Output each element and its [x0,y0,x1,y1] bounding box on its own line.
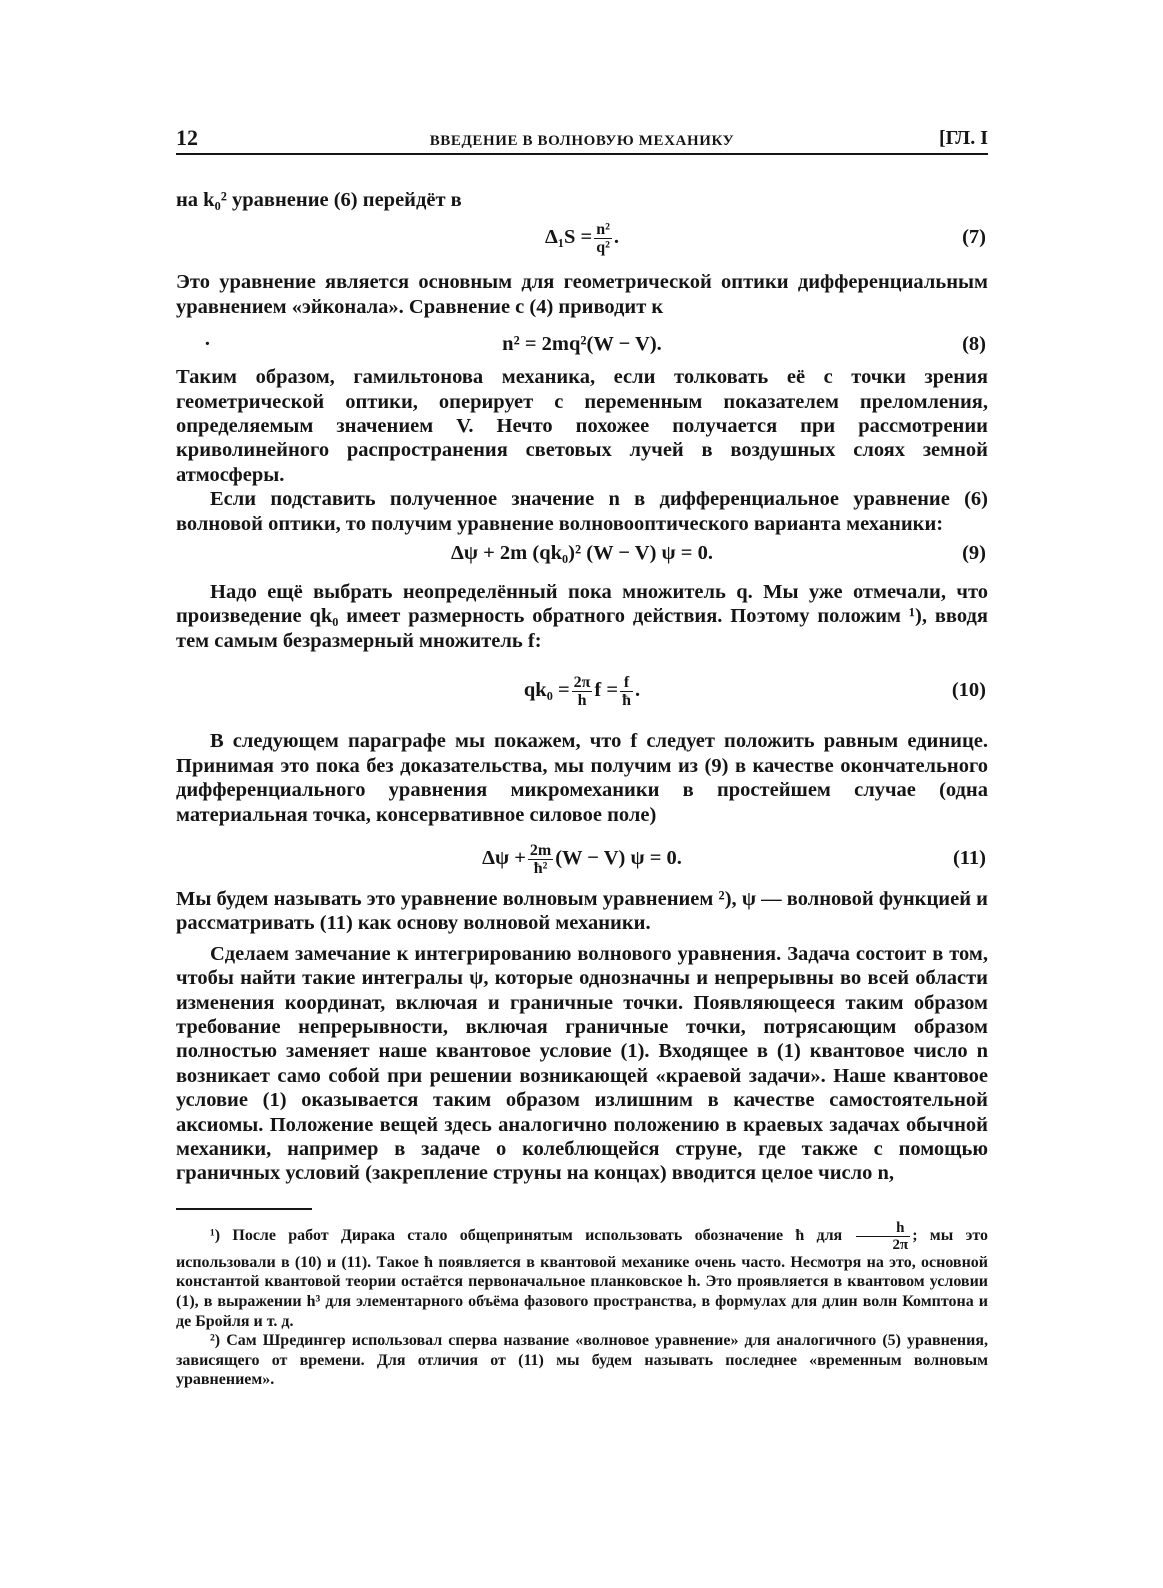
paragraph-hamiltonian: Таким образом, гамильтонова механика, если толковать её с точки зрения геометрической оптики, оперирует с переменным показателем преломления, определяемым значением V. Нечто похожее получается при рассмотрении криволинейного распространения световых лучей в воздушных слоях земной атмосферы. [176,366,988,486]
footnote-1-start: ¹) После работ Дирака стало общепринятым использовать обозначение ħ для [210,1226,843,1244]
equation-9-label: (9) [962,542,986,565]
equation-7-tail: . [613,226,620,249]
equation-8-label: (8) [962,333,986,356]
paragraph-integration: Сделаем замечание к интегрированию волнового уравнения. Задача состоит в том, чтобы найти такие интегралы ψ, которые однозначны и непрерывны во всей области изменения координат, включая и граничные точки. Появляющееся таким образом требование непрерывности, включая граничные точки, потрясающим образом полностью заменяет наше квантовое условие (1). Входящее в (1) квантовое число n возникает само собой при решении возникающей «краевой задачи». Наше квантовое условие (1) оказывается таким образом излишним в качестве самостоятельной аксиомы. Положение вещей здесь аналогично положению в краевых задачах обычной механики, например в задаче о колеблющейся струне, где также с помощью граничных условий (закрепление струны на концах) вводится целое число n, [176,942,988,1185]
header-rule [176,153,988,155]
equation-7 [176,216,988,258]
equation-10-fraction-1-numerator: 2π [573,674,591,692]
paragraph-substitution: Если подставить полученное значение n в дифференциальное уравнение (6) волновой оптики, то получим уравнение волновооптического варианта механики: [176,488,988,535]
paragraph-eikonal: Это уравнение является основным для геометрической оптики дифференциальным уравнением «эйконала». Сравнение с (4) приводит к [176,271,988,318]
chapter-marker: [ГЛ. I [938,127,988,149]
equation-10-tail: . [634,679,641,702]
equation-9-expr: Δψ + 2m (qk₀)² (W − V) ψ = 0. [451,542,713,565]
footnotes [176,1220,988,1390]
equation-10 [176,665,988,715]
equation-11-lhs: Δψ + [482,846,526,869]
running-header [176,126,988,154]
equation-8-expr: n² = 2mq²(W − V). [502,333,662,356]
equation-10-fraction-1-denominator: h [572,691,593,709]
equation-9 [176,538,988,568]
footnote-2: ²) Сам Шредингер использовал сперва название «волновое уравнение» для аналогичного (5) уравнения, зависящего от времени. Для отличия от (11) мы будем называть последнее «временным волновым уравнением». [176,1332,988,1389]
equation-11 [176,833,988,883]
equation-10-fraction-2-denominator: ħ [622,692,631,710]
equation-7-lhs: Δ₁S = [544,226,593,249]
equation-7-denominator: q² [596,239,610,257]
footnote-1-fraction [856,1220,910,1253]
running-title: ВВЕДЕНИЕ В ВОЛНОВУЮ МЕХАНИКУ [429,133,735,149]
equation-11-denominator: ħ² [528,859,553,877]
paragraph-intro: на k₀² уравнение (6) перейдёт в [176,189,462,211]
equation-10-fraction-1 [572,674,593,709]
equation-10-label: (10) [951,679,986,702]
footnote-rule [176,1208,312,1210]
footnote-1-tail: ; [912,1226,918,1244]
equation-10-fraction-2 [620,674,633,709]
page-number: 12 [176,125,198,150]
equation-11-fraction [528,842,553,877]
equation-10-fraction-2-numerator: f [623,674,630,692]
equation-11-numerator: 2m [529,841,552,859]
footnote-1 [176,1220,988,1331]
footnote-1-rest: мы это использовали в (10) и (11). Такое ħ появляется в квантовой механике очень часто. Несмотря на это, основной константой квантовой теории остаётся первоначальное планковское h. Это проявляется в квантовом условии (1), в выражении h³ для элементарного объёма фазового пространства, в формулах для длин волн Комптона и де Бройля и т. д. [176,1226,989,1330]
paragraph-factor-q: Надо ещё выбрать неопределённый пока множитель q. Мы уже отмечали, что произведение qk₀ имеет размерность обратного действия. Поэтому положим ¹), вводя тем самым безразмерный множитель f: [176,581,988,652]
book-page [176,126,988,1390]
stray-dot: · [204,333,211,356]
equation-10-lhs: qk₀ = [523,679,570,702]
equation-11-rhs: (W − V) ψ = 0. [555,846,682,869]
equation-7-label: (7) [962,226,986,249]
footnote-1-numerator: h [896,1219,905,1236]
equation-8 [176,327,988,361]
equation-7-numerator: n² [596,221,610,239]
equation-11-label: (11) [952,846,986,869]
equation-10-mid: f = [594,679,619,702]
paragraph-wave-equation: Мы будем называть это уравнение волновым уравнением ²), ψ — волновой функцией и рассматривать (11) как основу волновой механики. [176,887,988,935]
footnote-1-denominator: 2π [856,1236,910,1253]
paragraph-next-section: В следующем параграфе мы покажем, что f следует положить равным единице. Принимая это пока без доказательства, мы получим из (9) в качестве окончательного дифференциального уравнения микромеханики в простейшем случае (одна материальная точка, консервативное силовое поле) [176,730,988,826]
equation-7-fraction [594,221,612,256]
